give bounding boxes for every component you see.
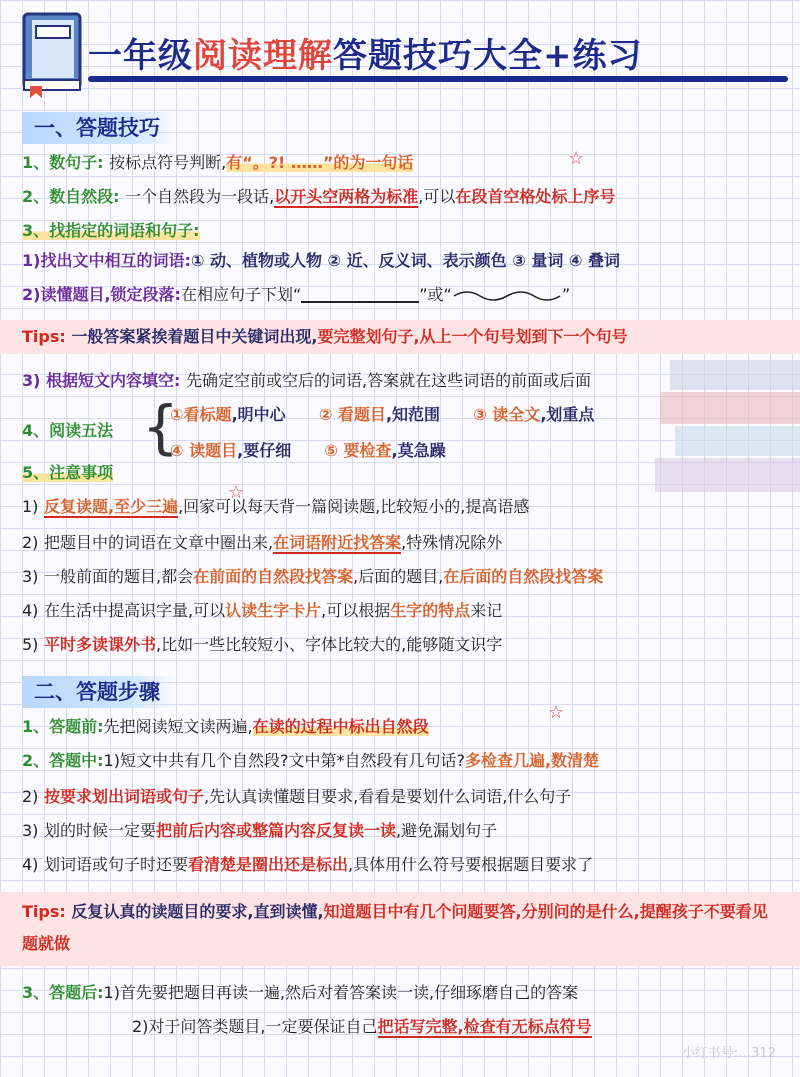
s2-l3-num: 2) <box>22 787 39 806</box>
tips2-text: 反复认真的读题目的要求,直到读懂, <box>71 902 324 921</box>
note1 <box>22 496 529 518</box>
five-methods-row2 <box>170 440 446 462</box>
s1-l1-text: 按标点符号判断, <box>109 153 227 172</box>
s1-line7-label <box>22 420 113 442</box>
s1-line1 <box>22 152 413 174</box>
m3-text: ,划重点 <box>540 405 595 424</box>
books-decoration <box>650 350 800 510</box>
m5: ⑤ 要检查 <box>324 441 392 460</box>
s2-l2-text: 1)短文中共有几个自然段?文中第*自然段有几句话? <box>103 751 465 770</box>
n3-num: 3) <box>22 567 39 586</box>
n3-text2: ,后面的题目, <box>353 567 444 586</box>
s1-l8-label: 5、注意事项 <box>22 463 114 482</box>
n2-text: 把题目中的词语在文章中圈出来, <box>44 533 274 552</box>
tips1-hl: 要完整划句子,从上一个句号划到下一个句号 <box>317 327 628 346</box>
s2-l7-text: 2)对于问答类题目,一定要保证自己 <box>132 1017 378 1036</box>
s2-line7 <box>132 1016 592 1038</box>
s2-l4-hl: 把前后内容或整篇内容反复读一读 <box>156 821 397 840</box>
s1-l5-end: ” <box>561 285 571 304</box>
s2-line2 <box>22 750 599 772</box>
s2-l4-text2: ,避免漏划句子 <box>396 821 498 840</box>
s2-l7-hl: 把话写完整,检查有无标点符号 <box>377 1017 592 1036</box>
s1-line8 <box>22 462 113 484</box>
tips1-label: Tips: <box>22 327 66 346</box>
s1-l5-mid: ”或“ <box>419 285 452 304</box>
n2-text2: ,特殊情况除外 <box>401 533 503 552</box>
star-icon: ☆ <box>548 702 565 723</box>
star-icon: ☆ <box>568 148 585 169</box>
s2-l5-hl: 看清楚是圈出还是标出 <box>188 855 349 874</box>
s1-l4-text: ① 动、植物或人物 ② 近、反义词、表示颜色 ③ 量词 ④ 叠词 <box>190 251 621 270</box>
tips1 <box>0 320 800 354</box>
m1-text: ,明中心 <box>231 405 286 424</box>
wavy-underline-sample <box>452 288 562 304</box>
n2-hl: 在词语附近找答案 <box>273 533 402 552</box>
m2: ② 看题目 <box>318 405 386 424</box>
s1-l1-label: 1、数句子: <box>22 153 104 172</box>
tips2-label: Tips: <box>22 902 66 921</box>
s2-l3-text: ,先认真读懂题目要求,看看是要划什么词语,什么句子 <box>204 787 572 806</box>
s1-l6-text: 先确定空前或空后的词语,答案就在这些词语的前面或后面 <box>186 371 592 390</box>
title-underline <box>88 76 788 82</box>
s2-l3-hl: 按要求划出词语或句子 <box>44 787 205 806</box>
s2-line3 <box>22 786 571 808</box>
s2-l1-text: 先把阅读短文读两遍, <box>103 717 253 736</box>
note3 <box>22 566 603 588</box>
note4 <box>22 600 502 622</box>
n5-hl: 平时多读课外书 <box>44 635 157 654</box>
s1-l7-label: 4、阅读五法 <box>22 421 114 440</box>
s2-line1 <box>22 716 429 738</box>
tips1-text: 一般答案紧挨着题目中关键词出现, <box>71 327 318 346</box>
note5 <box>22 634 502 656</box>
title-suffix: 答题技巧大全+练习 <box>333 36 643 76</box>
n2-num: 2) <box>22 533 39 552</box>
s2-line6 <box>22 982 578 1004</box>
note2 <box>22 532 502 554</box>
s1-l3-label: 3、找指定的词语和句子: <box>22 221 200 240</box>
s2-line5 <box>22 854 593 876</box>
tips2 <box>0 892 800 966</box>
n4-text2: ,可以根据 <box>321 601 391 620</box>
s1-l2-text: 一个自然段为一段话, <box>125 187 275 206</box>
section1-heading: 一、答题技巧 <box>22 112 176 144</box>
s1-l2-hl: 以开头空两格为标准 <box>274 187 419 206</box>
s2-l4-num: 3) <box>22 821 39 840</box>
page-title <box>88 28 643 77</box>
n3-hl: 在前面的自然段找答案 <box>193 567 354 586</box>
n4-hl: 认读生字卡片 <box>225 601 322 620</box>
s1-l5-label: 2)读懂题目,锁定段落: <box>22 285 181 304</box>
s2-l1-hl: 在读的过程中标出自然段 <box>252 717 429 736</box>
brace: { <box>142 393 179 461</box>
s1-line4 <box>22 250 620 272</box>
n5-num: 5) <box>22 635 39 654</box>
s2-l5-text2: ,具体用什么符号要根据题目要求了 <box>348 855 594 874</box>
s2-l5-num: 4) <box>22 855 39 874</box>
n3-text: 一般前面的题目,都会 <box>44 567 194 586</box>
s2-l2-label: 2、答题中: <box>22 751 104 770</box>
m4-text: ,要仔细 <box>237 441 292 460</box>
s1-line6 <box>22 370 591 392</box>
n1-hl: 反复读题,至少三遍 <box>44 497 179 516</box>
n4-hl2: 生字的特点 <box>390 601 471 620</box>
m3: ③ 读全文 <box>473 405 541 424</box>
s1-line3 <box>22 220 200 242</box>
s2-l4-text: 划的时候一定要 <box>44 821 157 840</box>
n4-text3: 来记 <box>470 601 503 620</box>
five-methods-row1 <box>170 404 594 426</box>
s2-l1-label: 1、答题前: <box>22 717 104 736</box>
s1-l6-label: 3) 根据短文内容填空: <box>22 371 181 390</box>
s2-l6-label: 3、答题后: <box>22 983 104 1002</box>
s1-l5-text: 在相应句子下划“ <box>180 285 302 304</box>
s2-l6-text: 1)首先要把题目再读一遍,然后对着答案读一读,仔细琢磨自己的答案 <box>103 983 579 1002</box>
book-icon <box>18 10 86 98</box>
s2-line4 <box>22 820 497 842</box>
m4: ④ 读题目 <box>170 441 238 460</box>
s1-l1-hl: 有“。?! ……”的为一句话 <box>226 153 414 172</box>
m5-text: ,莫急躁 <box>391 441 446 460</box>
n1-text: ,回家可以每天背一篇阅读题,比较短小的,提高语感 <box>178 497 530 516</box>
m1: ①看标题 <box>170 405 232 424</box>
m2-text: ,知范围 <box>385 405 441 424</box>
star-icon: ☆ <box>228 482 245 503</box>
title-prefix: 一年级 <box>88 36 193 76</box>
section2-heading: 二、答题步骤 <box>22 676 176 708</box>
n3-hl2: 在后面的自然段找答案 <box>443 567 604 586</box>
s1-l2-label: 2、数自然段: <box>22 187 120 206</box>
s1-l2-text2: ,可以 <box>418 187 456 206</box>
s2-l2-hl: 多检查几遍,数清楚 <box>464 751 600 770</box>
n5-text: ,比如一些比较短小、字体比较大的,能够随文识字 <box>156 635 503 654</box>
n4-text: 在生活中提高识字量,可以 <box>44 601 226 620</box>
s1-l4-label: 1)找出文中相互的词语: <box>22 251 191 270</box>
s1-l2-hl2: 在段首空格处标上序号 <box>455 187 616 206</box>
s1-line5 <box>22 284 570 306</box>
straight-underline-sample <box>301 289 419 303</box>
n1-num: 1) <box>22 497 39 516</box>
s2-l5-text: 划词语或句子时还要 <box>44 855 189 874</box>
n4-num: 4) <box>22 601 39 620</box>
watermark: 小红书号:…312 <box>681 1046 776 1061</box>
title-highlight: 阅读理解 <box>193 36 333 76</box>
tips2-hl: 知道题目中有几个问题要答,分别问的是什么,提醒孩子不要看见题就做 <box>22 902 768 953</box>
s1-line2 <box>22 186 615 208</box>
